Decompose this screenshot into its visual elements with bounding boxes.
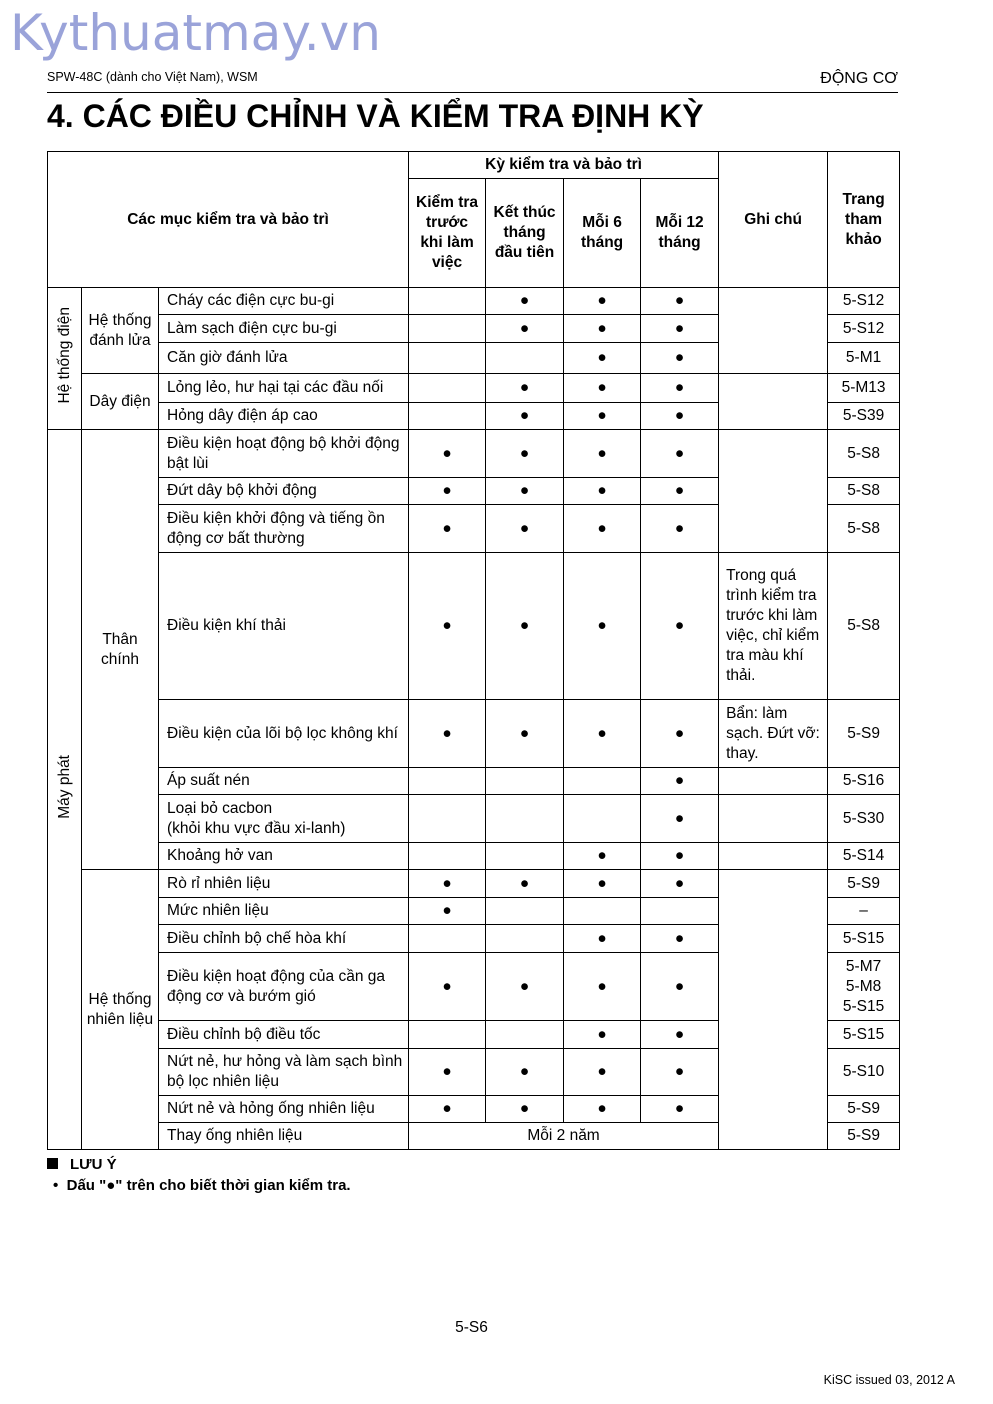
check-dot: ● bbox=[409, 505, 486, 553]
check-dot: ● bbox=[641, 843, 719, 870]
sub-wiring: Dây điện bbox=[82, 374, 159, 430]
sub-fuel-system: Hệ thống nhiên liệu bbox=[82, 870, 159, 1150]
ref-page: 5-S39 bbox=[828, 403, 900, 430]
maintenance-table bbox=[47, 151, 900, 1150]
check-dot: ● bbox=[409, 1049, 486, 1096]
header-doc-name: SPW-48C (dành cho Việt Nam), WSM bbox=[47, 70, 258, 84]
ref-page: 5-S8 bbox=[828, 553, 900, 700]
check-dot: ● bbox=[564, 505, 641, 553]
item-spark-plug-clean: Làm sạch điện cực bu-gi bbox=[159, 315, 409, 343]
check-dot: ● bbox=[409, 478, 486, 505]
item-fuel-filter-cup: Nứt nẻ, hư hỏng và làm sạch bình bộ lọc nhiên liệu bbox=[159, 1049, 409, 1096]
header-pre-work: Kiểm tra trước khi làm việc bbox=[409, 179, 486, 288]
ref-page: 5-M7 bbox=[845, 957, 882, 975]
ref-page: 5-S15 bbox=[842, 997, 885, 1015]
item-valve-clearance: Khoảng hở van bbox=[159, 843, 409, 870]
ref-page: 5-S9 bbox=[828, 1123, 900, 1150]
ref-page: 5-S9 bbox=[828, 1096, 900, 1123]
check-dot: ● bbox=[486, 315, 564, 343]
group-electric-system: Hệ thống điện bbox=[48, 288, 82, 430]
item-throttle-choke: Điều kiện hoạt động của cần ga động cơ và bướm gió bbox=[159, 953, 409, 1021]
header-note: Ghi chú bbox=[719, 152, 828, 288]
check-dot: ● bbox=[564, 430, 641, 478]
check-dot: ● bbox=[564, 925, 641, 953]
ref-page: 5-S15 bbox=[828, 1021, 900, 1049]
notes bbox=[47, 1156, 351, 1194]
check-dot: ● bbox=[486, 288, 564, 315]
sub-main-body: Thân chính bbox=[82, 430, 159, 870]
check-dot: ● bbox=[409, 1096, 486, 1123]
check-dot: ● bbox=[564, 953, 641, 1021]
check-dot: ● bbox=[409, 430, 486, 478]
item-loose-connectors: Lỏng lẻo, hư hại tại các đầu nối bbox=[159, 374, 409, 403]
check-dot: ● bbox=[409, 553, 486, 700]
item-carbon-removal-line1: Loại bỏ cacbon bbox=[167, 799, 273, 817]
check-dot: ● bbox=[641, 1021, 719, 1049]
check-dot: ● bbox=[641, 870, 719, 898]
item-fuel-leak: Rò rỉ nhiên liệu bbox=[159, 870, 409, 898]
item-carburetor: Điều chỉnh bộ chế hòa khí bbox=[159, 925, 409, 953]
sub-ignition-system: Hệ thống đánh lửa bbox=[82, 288, 159, 374]
notes-heading: LƯU Ý bbox=[47, 1156, 351, 1173]
header-6-months: Mỗi 6 tháng bbox=[564, 179, 641, 288]
check-dot: ● bbox=[486, 403, 564, 430]
check-dot: ● bbox=[641, 553, 719, 700]
ref-page: 5-M8 bbox=[845, 977, 882, 995]
check-dot: ● bbox=[564, 1096, 641, 1123]
check-dot: ● bbox=[641, 315, 719, 343]
check-dot: ● bbox=[641, 478, 719, 505]
item-governor: Điều chỉnh bộ điều tốc bbox=[159, 1021, 409, 1049]
check-dot: ● bbox=[564, 478, 641, 505]
check-dot: ● bbox=[564, 343, 641, 374]
check-dot: ● bbox=[409, 953, 486, 1021]
square-bullet-icon bbox=[47, 1158, 58, 1169]
item-fuel-hose-replace: Thay ống nhiên liệu bbox=[159, 1123, 409, 1150]
watermark: Kythuatmay.vn bbox=[10, 4, 381, 62]
check-dot: ● bbox=[486, 1096, 564, 1123]
group-generator: Máy phát bbox=[48, 430, 82, 1150]
ref-page: 5-M1 bbox=[828, 343, 900, 374]
check-dot: ● bbox=[409, 870, 486, 898]
check-dot: ● bbox=[486, 953, 564, 1021]
check-dot: ● bbox=[564, 870, 641, 898]
item-fuel-hose-damage: Nứt nẻ và hỏng ống nhiên liệu bbox=[159, 1096, 409, 1123]
check-dot: ● bbox=[564, 403, 641, 430]
check-dot: ● bbox=[409, 700, 486, 768]
note-exhaust: Trong quá trình kiểm tra trước khi làm việc, chỉ kiểm tra màu khí thải. bbox=[719, 553, 828, 700]
ref-page: 5-S8 bbox=[828, 430, 900, 478]
period-every-2-years: Mỗi 2 năm bbox=[409, 1123, 719, 1150]
ref-page: 5-S30 bbox=[828, 795, 900, 843]
check-dot: ● bbox=[486, 505, 564, 553]
check-dot: ● bbox=[486, 553, 564, 700]
check-dot: ● bbox=[641, 288, 719, 315]
item-starter-rope: Đứt dây bộ khởi động bbox=[159, 478, 409, 505]
page-title: 4. CÁC ĐIỀU CHỈNH VÀ KIỂM TRA ĐỊNH KỲ bbox=[47, 98, 704, 134]
check-dot: ● bbox=[564, 1049, 641, 1096]
bullet-icon: • bbox=[53, 1177, 59, 1194]
item-exhaust: Điều kiện khí thải bbox=[159, 553, 409, 700]
check-dot: ● bbox=[486, 1049, 564, 1096]
ref-page: 5-S9 bbox=[828, 870, 900, 898]
check-dot: ● bbox=[641, 1049, 719, 1096]
check-dot: ● bbox=[564, 1021, 641, 1049]
item-compression: Áp suất nén bbox=[159, 768, 409, 795]
check-dot: ● bbox=[641, 343, 719, 374]
item-fuel-level: Mức nhiên liệu bbox=[159, 898, 409, 925]
header-first-month: Kết thúc tháng đầu tiên bbox=[486, 179, 564, 288]
header-items: Các mục kiểm tra và bảo trì bbox=[48, 152, 409, 288]
item-carbon-removal bbox=[159, 795, 409, 843]
ref-page: 5-M13 bbox=[828, 374, 900, 403]
ref-page: 5-S14 bbox=[828, 843, 900, 870]
item-starting-noise: Điều kiện khởi động và tiếng ồn động cơ bất thường bbox=[159, 505, 409, 553]
check-dot: ● bbox=[641, 430, 719, 478]
check-dot: ● bbox=[641, 953, 719, 1021]
ref-page-multi bbox=[828, 953, 900, 1021]
header-ref: Trang tham khảo bbox=[828, 152, 900, 288]
check-dot: ● bbox=[409, 898, 486, 925]
ref-page: 5-S10 bbox=[828, 1049, 900, 1096]
item-carbon-removal-line2: (khỏi khu vực đầu xi-lanh) bbox=[167, 819, 346, 837]
check-dot: ● bbox=[641, 374, 719, 403]
item-high-voltage-wire: Hỏng dây điện áp cao bbox=[159, 403, 409, 430]
check-dot: ● bbox=[564, 288, 641, 315]
check-dot: ● bbox=[641, 768, 719, 795]
ref-page: – bbox=[828, 898, 900, 925]
item-ignition-timing: Căn giờ đánh lửa bbox=[159, 343, 409, 374]
check-dot: ● bbox=[641, 1096, 719, 1123]
item-recoil-starter: Điều kiện hoạt động bộ khởi động bật lùi bbox=[159, 430, 409, 478]
header-period: Kỳ kiểm tra và bảo trì bbox=[409, 152, 719, 179]
check-dot: ● bbox=[564, 553, 641, 700]
notes-item bbox=[47, 1177, 351, 1194]
check-dot: ● bbox=[486, 374, 564, 403]
check-dot: ● bbox=[564, 700, 641, 768]
check-dot: ● bbox=[641, 925, 719, 953]
issue-info: KiSC issued 03, 2012 A bbox=[823, 1373, 955, 1387]
check-dot: ● bbox=[564, 374, 641, 403]
page-number: 5-S6 bbox=[455, 1319, 488, 1336]
ref-page: 5-S8 bbox=[828, 505, 900, 553]
check-dot: ● bbox=[641, 505, 719, 553]
check-dot: ● bbox=[564, 315, 641, 343]
ref-page: 5-S15 bbox=[828, 925, 900, 953]
check-dot: ● bbox=[486, 870, 564, 898]
check-dot: ● bbox=[486, 700, 564, 768]
item-spark-plug-burn: Cháy các điện cực bu-gi bbox=[159, 288, 409, 315]
ref-page: 5-S8 bbox=[828, 478, 900, 505]
ref-page: 5-S12 bbox=[828, 315, 900, 343]
check-dot: ● bbox=[486, 430, 564, 478]
ref-page: 5-S12 bbox=[828, 288, 900, 315]
note-air-filter: Bẩn: làm sạch. Đứt vỡ: thay. bbox=[719, 700, 828, 768]
header-rule bbox=[47, 92, 898, 93]
check-dot: ● bbox=[641, 403, 719, 430]
check-dot: ● bbox=[641, 700, 719, 768]
check-dot: ● bbox=[486, 478, 564, 505]
item-air-filter: Điều kiện của lõi bộ lọc không khí bbox=[159, 700, 409, 768]
notes-text: Dấu "●" trên cho biết thời gian kiểm tra. bbox=[66, 1177, 351, 1194]
header-12-months: Mỗi 12 tháng bbox=[641, 179, 719, 288]
check-dot: ● bbox=[564, 843, 641, 870]
ref-page: 5-S9 bbox=[828, 700, 900, 768]
header-section: ĐỘNG CƠ bbox=[820, 70, 898, 87]
check-dot: ● bbox=[641, 795, 719, 843]
ref-page: 5-S16 bbox=[828, 768, 900, 795]
